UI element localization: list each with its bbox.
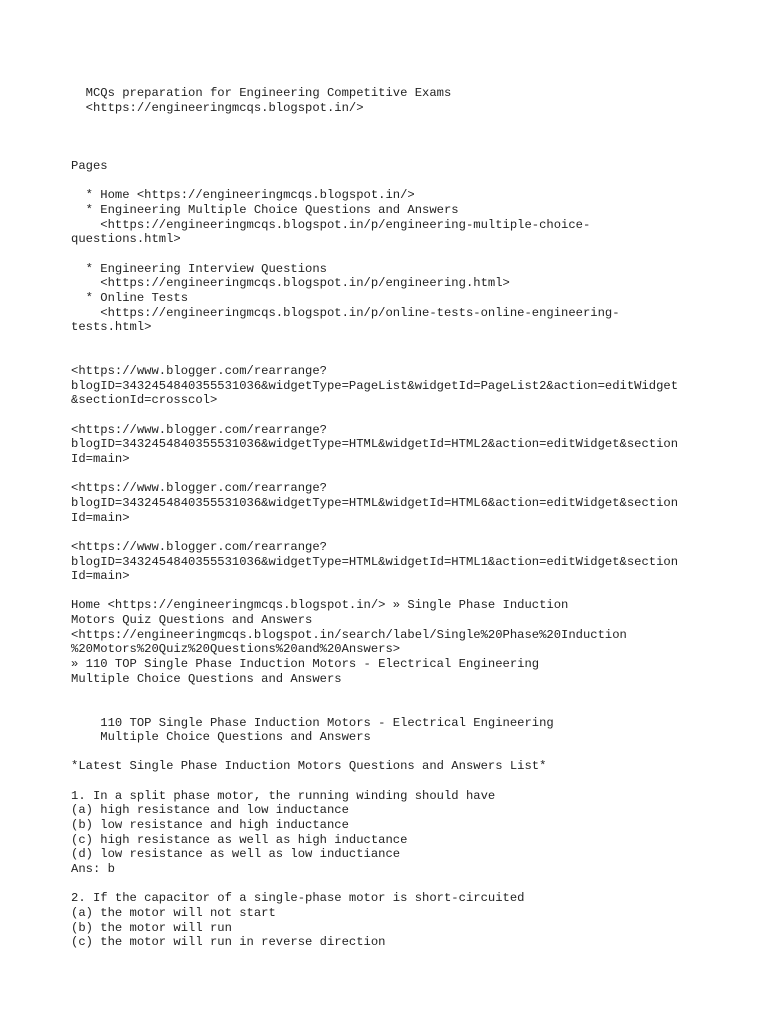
blank-line [71,745,731,760]
blogger-widget-link-2-end[interactable]: Id=main> [71,452,130,467]
breadcrumb[interactable]: Home <https://engineeringmcqs.blogspot.in/> » Single Phase Induction [71,598,569,613]
blogger-widget-link-4-cont[interactable]: blogID=3432454840355531036&widgetType=HTML&widgetId=HTML1&action=editWidget&section [71,554,679,569]
nav-item-engineering-mcqs-link-cont[interactable]: questions.html> [71,232,181,247]
post-title: 110 TOP Single Phase Induction Motors - Electrical Engineering [71,715,554,730]
blogger-widget-link-1-end[interactable]: &sectionId=crosscol> [71,393,218,408]
blank-line [71,525,731,540]
blogger-widget-link-2[interactable]: <https://www.blogger.com/rearrange? [71,422,327,437]
nav-item-online-tests[interactable]: * Online Tests [71,290,189,305]
blogger-widget-link-3-end[interactable]: Id=main> [71,510,130,525]
blank-line [71,701,731,716]
blogger-widget-link-1[interactable]: <https://www.blogger.com/rearrange? [71,364,327,379]
nav-item-home[interactable]: * Home <https://engineeringmcqs.blogspot.in/> [71,188,415,203]
blank-line [71,130,731,145]
blank-line [71,174,731,189]
question-1-option-d: (d) low resistance as well as low inductiance [71,847,401,862]
blogger-widget-link-1-cont[interactable]: blogID=3432454840355531036&widgetType=PageList&widgetId=PageList2&action=editWidget [71,378,679,393]
breadcrumb-current-cont: Multiple Choice Questions and Answers [71,671,342,686]
question-1-answer: Ans: b [71,861,115,876]
blogger-widget-link-3-cont[interactable]: blogID=3432454840355531036&widgetType=HTML&widgetId=HTML6&action=editWidget&section [71,495,679,510]
blogger-widget-link-3[interactable]: <https://www.blogger.com/rearrange? [71,481,327,496]
document-body [71,86,731,950]
nav-item-engineering-mcqs-link[interactable]: <https://engineeringmcqs.blogspot.in/p/engineering-multiple-choice- [71,217,591,232]
nav-item-online-tests-link[interactable]: <https://engineeringmcqs.blogspot.in/p/online-tests-online-engineering- [71,305,620,320]
blank-line [71,686,731,701]
nav-item-interview-questions-link[interactable]: <https://engineeringmcqs.blogspot.in/p/engineering.html> [71,276,510,291]
blank-line [71,247,731,262]
question-1: 1. In a split phase motor, the running winding should have [71,788,496,803]
blogger-widget-link-4-end[interactable]: Id=main> [71,569,130,584]
pages-heading: Pages [71,159,108,174]
question-1-option-a: (a) high resistance and low inductance [71,803,349,818]
blank-line [71,145,731,160]
breadcrumb-label[interactable]: Motors Quiz Questions and Answers [71,613,313,628]
blank-line [71,335,731,350]
blank-line [71,115,731,130]
question-2-option-b: (b) the motor will run [71,920,232,935]
breadcrumb-label-link-cont[interactable]: %20Motors%20Quiz%20Questions%20and%20Answers> [71,642,401,657]
blogger-widget-link-4[interactable]: <https://www.blogger.com/rearrange? [71,539,327,554]
site-tagline: MCQs preparation for Engineering Competitive Exams [71,86,452,100]
breadcrumb-label-link[interactable]: <https://engineeringmcqs.blogspot.in/search/label/Single%20Phase%20Induction [71,627,627,642]
blank-line [71,584,731,599]
blank-line [71,408,731,423]
question-2: 2. If the capacitor of a single-phase motor is short-circuited [71,891,525,906]
post-title-cont: Multiple Choice Questions and Answers [71,730,371,745]
blank-line [71,774,731,789]
question-1-option-c: (c) high resistance as well as high inductance [71,832,408,847]
nav-item-engineering-mcqs[interactable]: * Engineering Multiple Choice Questions and Answers [71,203,459,218]
blogger-widget-link-2-cont[interactable]: blogID=3432454840355531036&widgetType=HTML&widgetId=HTML2&action=editWidget&section [71,437,679,452]
question-2-option-c: (c) the motor will run in reverse direction [71,935,386,950]
question-1-option-b: (b) low resistance and high inductance [71,818,349,833]
breadcrumb-current: » 110 TOP Single Phase Induction Motors - Electrical Engineering [71,656,540,671]
blank-line [71,350,731,365]
question-2-option-a: (a) the motor will not start [71,905,276,920]
blank-line [71,877,731,892]
post-subheading: *Latest Single Phase Induction Motors Questions and Answers List* [71,759,547,774]
nav-item-interview-questions[interactable]: * Engineering Interview Questions [71,261,327,276]
site-home-link[interactable]: <https://engineeringmcqs.blogspot.in/> [71,100,364,115]
blank-line [71,467,731,482]
nav-item-online-tests-link-cont[interactable]: tests.html> [71,320,152,335]
